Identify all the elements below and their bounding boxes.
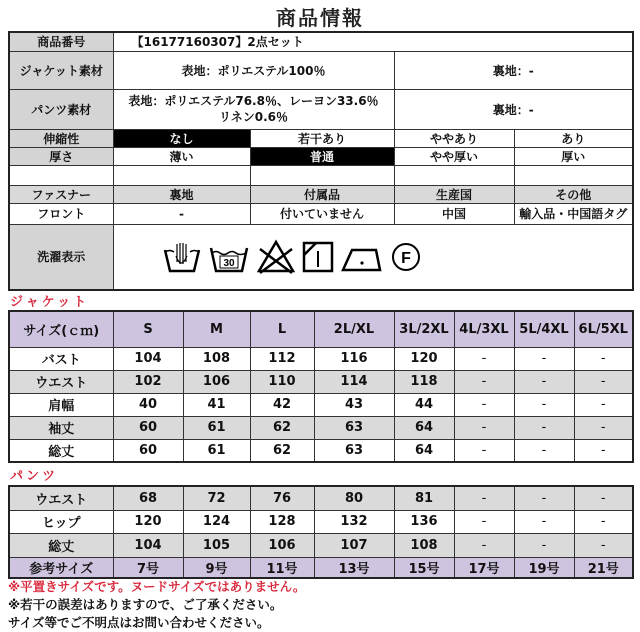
cell: 19号 bbox=[514, 557, 574, 578]
stretch-option-slight: 若干あり bbox=[250, 129, 394, 147]
cell: - bbox=[514, 533, 574, 557]
cell: 13号 bbox=[314, 557, 394, 578]
pants-size-table bbox=[8, 485, 634, 579]
cell: 40 bbox=[113, 393, 183, 416]
stretch-option-somewhat: ややあり bbox=[394, 129, 514, 147]
lining-value: - bbox=[113, 203, 250, 224]
fastener-value: フロント bbox=[9, 203, 113, 224]
no-bleach-icon bbox=[256, 239, 296, 275]
cell: - bbox=[574, 533, 633, 557]
details-value-row bbox=[9, 203, 633, 224]
cell: 9号 bbox=[183, 557, 250, 578]
accessories-value: 付いていません bbox=[250, 203, 394, 224]
size-header: M bbox=[183, 311, 250, 347]
product-number-row bbox=[9, 32, 633, 51]
cell: 63 bbox=[314, 416, 394, 439]
cell: - bbox=[574, 393, 633, 416]
cell: 64 bbox=[394, 416, 454, 439]
jacket-header-row bbox=[9, 311, 633, 347]
cell: 102 bbox=[113, 370, 183, 393]
cell: - bbox=[574, 416, 633, 439]
care-symbols bbox=[113, 224, 633, 290]
cell: - bbox=[454, 370, 514, 393]
pants-row-reference-size bbox=[9, 557, 633, 578]
iron-low-icon bbox=[340, 242, 384, 272]
thickness-option-thin: 薄い bbox=[113, 147, 250, 165]
accessories-header: 付属品 bbox=[250, 185, 394, 203]
cell: 110 bbox=[250, 370, 314, 393]
cell: 114 bbox=[314, 370, 394, 393]
cell: 76 bbox=[250, 486, 314, 510]
other-value: 輸入品・中国語タグ bbox=[514, 203, 633, 224]
note-flat-measurement: ※平置きサイズです。ヌードサイズではありません。 bbox=[8, 579, 306, 594]
stretch-option-none-selected: なし bbox=[113, 129, 250, 147]
stretch-label: 伸縮性 bbox=[9, 129, 113, 147]
size-header: 2L/XL bbox=[314, 311, 394, 347]
pants-material-row bbox=[9, 89, 633, 129]
cell: 60 bbox=[113, 416, 183, 439]
cell: 64 bbox=[394, 439, 454, 462]
size-header-label: サイズ(ｃｍ) bbox=[9, 311, 113, 347]
blank-cell bbox=[514, 165, 633, 185]
country-value: 中国 bbox=[394, 203, 514, 224]
note-contact: サイズ等でご不明点はお問い合わせください。 bbox=[8, 615, 270, 630]
dry-clean-f-icon bbox=[390, 241, 422, 273]
product-number-label: 商品番号 bbox=[9, 32, 113, 51]
cell: 80 bbox=[314, 486, 394, 510]
jacket-row-bust bbox=[9, 347, 633, 370]
cell: 104 bbox=[113, 533, 183, 557]
cell: 104 bbox=[113, 347, 183, 370]
cell: 108 bbox=[394, 533, 454, 557]
size-header: 3L/2XL bbox=[394, 311, 454, 347]
pants-outer-material bbox=[113, 89, 394, 129]
cell: 68 bbox=[113, 486, 183, 510]
cell: - bbox=[454, 347, 514, 370]
drip-dry-shade-icon bbox=[302, 241, 334, 273]
pants-row-length bbox=[9, 533, 633, 557]
row-label: 総丈 bbox=[9, 533, 113, 557]
size-header: 6L/5XL bbox=[574, 311, 633, 347]
note-tolerance: ※若干の誤差はありますので、ご了承ください。 bbox=[8, 597, 283, 612]
cell: - bbox=[514, 510, 574, 533]
blank-cell bbox=[9, 165, 113, 185]
cell: 124 bbox=[183, 510, 250, 533]
cell: - bbox=[454, 486, 514, 510]
size-header: 5L/4XL bbox=[514, 311, 574, 347]
product-info-table bbox=[8, 31, 634, 291]
cell: 108 bbox=[183, 347, 250, 370]
pants-lining-material: 裏地：- bbox=[394, 89, 633, 129]
cell: 116 bbox=[314, 347, 394, 370]
cell: - bbox=[454, 439, 514, 462]
thickness-option-thick: 厚い bbox=[514, 147, 633, 165]
product-number-value: 【16177160307】2点セット bbox=[113, 32, 633, 51]
cell: 132 bbox=[314, 510, 394, 533]
stretch-option-yes: あり bbox=[514, 129, 633, 147]
row-label: 袖丈 bbox=[9, 416, 113, 439]
hand-wash-icon bbox=[162, 240, 202, 274]
cell: 63 bbox=[314, 439, 394, 462]
care-row bbox=[9, 224, 633, 290]
cell: 61 bbox=[183, 439, 250, 462]
pants-outer-line2: リネン0.6％ bbox=[218, 110, 289, 124]
cell: - bbox=[514, 416, 574, 439]
thickness-label: 厚さ bbox=[9, 147, 113, 165]
thickness-option-normal-selected: 普通 bbox=[250, 147, 394, 165]
cell: 62 bbox=[250, 416, 314, 439]
jacket-size-table bbox=[8, 310, 634, 463]
cell: - bbox=[574, 370, 633, 393]
blank-cell bbox=[113, 165, 250, 185]
cell: 112 bbox=[250, 347, 314, 370]
jacket-row-shoulder bbox=[9, 393, 633, 416]
jacket-section-label: ジャケット bbox=[10, 295, 90, 310]
cell: 21号 bbox=[574, 557, 633, 578]
jacket-row-waist bbox=[9, 370, 633, 393]
cell: 136 bbox=[394, 510, 454, 533]
cell: - bbox=[574, 486, 633, 510]
cell: - bbox=[514, 347, 574, 370]
size-header: S bbox=[113, 311, 183, 347]
cell: 118 bbox=[394, 370, 454, 393]
details-header-row bbox=[9, 185, 633, 203]
cell: - bbox=[514, 393, 574, 416]
cell: 41 bbox=[183, 393, 250, 416]
jacket-outer-material: 表地：ポリエステル100％ bbox=[113, 51, 394, 89]
other-header: その他 bbox=[514, 185, 633, 203]
svg-text:30: 30 bbox=[222, 257, 235, 269]
pants-material-label: パンツ素材 bbox=[9, 89, 113, 129]
page-title: 商品情報 bbox=[276, 6, 364, 30]
pants-row-hip bbox=[9, 510, 633, 533]
cell: 15号 bbox=[394, 557, 454, 578]
cell: - bbox=[514, 370, 574, 393]
cell: 17号 bbox=[454, 557, 514, 578]
jacket-row-length bbox=[9, 439, 633, 462]
cell: 61 bbox=[183, 416, 250, 439]
lining-header: 裏地 bbox=[113, 185, 250, 203]
cell: - bbox=[574, 347, 633, 370]
svg-text:F: F bbox=[400, 249, 411, 267]
size-header: L bbox=[250, 311, 314, 347]
blank-row bbox=[9, 165, 633, 185]
care-label: 洗濯表示 bbox=[9, 224, 113, 290]
row-label: ヒップ bbox=[9, 510, 113, 533]
cell: - bbox=[454, 533, 514, 557]
cell: - bbox=[514, 439, 574, 462]
cell: 107 bbox=[314, 533, 394, 557]
cell: 43 bbox=[314, 393, 394, 416]
thickness-option-somewhat-thick: やや厚い bbox=[394, 147, 514, 165]
blank-cell bbox=[394, 165, 514, 185]
row-label: ウエスト bbox=[9, 370, 113, 393]
row-label: 肩幅 bbox=[9, 393, 113, 416]
cell: 106 bbox=[250, 533, 314, 557]
notes bbox=[8, 578, 305, 632]
stretch-row bbox=[9, 129, 633, 147]
cell: 44 bbox=[394, 393, 454, 416]
wash-30-icon bbox=[208, 240, 250, 274]
row-label: バスト bbox=[9, 347, 113, 370]
jacket-material-row bbox=[9, 51, 633, 89]
cell: 81 bbox=[394, 486, 454, 510]
thickness-row bbox=[9, 147, 633, 165]
size-header: 4L/3XL bbox=[454, 311, 514, 347]
country-header: 生産国 bbox=[394, 185, 514, 203]
fastener-header: ファスナー bbox=[9, 185, 113, 203]
cell: - bbox=[574, 510, 633, 533]
cell: 128 bbox=[250, 510, 314, 533]
row-label: 参考サイズ bbox=[9, 557, 113, 578]
jacket-row-sleeve bbox=[9, 416, 633, 439]
cell: 42 bbox=[250, 393, 314, 416]
cell: 11号 bbox=[250, 557, 314, 578]
pants-outer-line1: 表地：ポリエステル76.8％、レーヨン33.6％ bbox=[128, 94, 379, 108]
cell: 106 bbox=[183, 370, 250, 393]
row-label: 総丈 bbox=[9, 439, 113, 462]
jacket-lining-material: 裏地：- bbox=[394, 51, 633, 89]
cell: 7号 bbox=[113, 557, 183, 578]
cell: 120 bbox=[113, 510, 183, 533]
cell: 62 bbox=[250, 439, 314, 462]
row-label: ウエスト bbox=[9, 486, 113, 510]
cell: - bbox=[454, 416, 514, 439]
cell: 72 bbox=[183, 486, 250, 510]
blank-cell bbox=[250, 165, 394, 185]
cell: 60 bbox=[113, 439, 183, 462]
cell: - bbox=[454, 510, 514, 533]
pants-section-label: パンツ bbox=[10, 469, 59, 484]
jacket-material-label: ジャケット素材 bbox=[9, 51, 113, 89]
cell: - bbox=[454, 393, 514, 416]
cell: - bbox=[514, 486, 574, 510]
cell: 120 bbox=[394, 347, 454, 370]
cell: - bbox=[574, 439, 633, 462]
pants-row-waist bbox=[9, 486, 633, 510]
cell: 105 bbox=[183, 533, 250, 557]
